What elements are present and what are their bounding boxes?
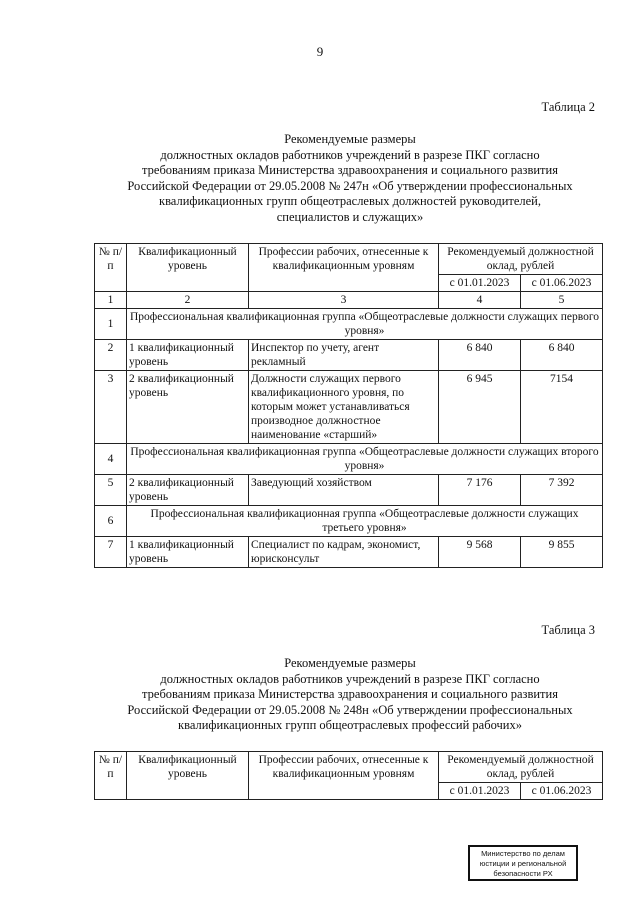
table2-heading-line: квалификационных групп общеотраслевых должностей руководителей, — [159, 194, 541, 209]
row-professions: Заведующий хозяйством — [249, 475, 439, 506]
header-date2: с 01.06.2023 — [521, 783, 603, 800]
col-number: 4 — [439, 292, 521, 309]
table3-heading-line: должностных окладов работников учреждений в разрезе ПКГ согласно — [160, 671, 540, 686]
table3-heading-line: Российской Федерации от 29.05.2008 № 248н «Об утверждении профессиональных — [127, 702, 573, 717]
table2-label: Таблица 2 — [541, 100, 595, 114]
col-number: 5 — [521, 292, 603, 309]
row-value-2023-06: 7154 — [521, 371, 603, 444]
row-value-2023-06: 6 840 — [521, 340, 603, 371]
header-salary: Рекомендуемый должностной оклад, рублей — [439, 752, 603, 783]
header-num: № п/п — [95, 752, 127, 800]
group-title: Профессиональная квалификационная группа «Общеотраслевые должности служащих второго уровня» — [127, 444, 603, 475]
group-title: Профессиональная квалификационная группа «Общеотраслевые должности служащих первого уровня» — [127, 309, 603, 340]
table3-label: Таблица 3 — [541, 623, 595, 637]
header-professions: Профессии рабочих, отнесенные к квалификационным уровням — [249, 752, 439, 800]
row-num: 2 — [95, 340, 127, 371]
row-num: 7 — [95, 537, 127, 568]
table2-heading — [70, 132, 630, 226]
table-row — [95, 371, 603, 444]
page-number: 9 — [316, 44, 324, 59]
row-level: 2 квалификационный уровень — [127, 371, 249, 444]
table3-heading-line: квалификационных групп общеотраслевых профессий рабочих» — [178, 718, 522, 733]
table2-heading-line: требованиям приказа Министерства здравоохранения и социального развития — [142, 163, 558, 178]
table-row-group — [95, 309, 603, 340]
row-value-2023-01: 6 840 — [439, 340, 521, 371]
table3-heading — [70, 656, 630, 734]
table2 — [94, 243, 603, 568]
table2-header-row — [95, 244, 603, 275]
row-value-2023-06: 7 392 — [521, 475, 603, 506]
row-value-2023-01: 9 568 — [439, 537, 521, 568]
table2-heading-line: должностных окладов работников учреждений в разрезе ПКГ согласно — [160, 147, 540, 162]
table3-heading-line: Рекомендуемые размеры — [284, 656, 416, 670]
row-num: 5 — [95, 475, 127, 506]
row-professions: Должности служащих первого квалификационного уровня, по которым может устанавливаться производное должностное наименование «старший» — [249, 371, 439, 444]
table2-heading-line: Российской Федерации от 29.05.2008 № 247н «Об утверждении профессиональных — [127, 178, 573, 193]
row-num: 1 — [95, 309, 127, 340]
table-row — [95, 537, 603, 568]
group-title: Профессиональная квалификационная группа «Общеотраслевые должности служащих третьего уровня» — [127, 506, 603, 537]
row-num: 6 — [95, 506, 127, 537]
row-num: 3 — [95, 371, 127, 444]
header-date2: с 01.06.2023 — [521, 275, 603, 292]
header-num: № п/п — [95, 244, 127, 292]
header-date1: с 01.01.2023 — [439, 275, 521, 292]
row-professions: Инспектор по учету, агент рекламный — [249, 340, 439, 371]
table2-colnum-row — [95, 292, 603, 309]
col-number: 1 — [95, 292, 127, 309]
ministry-stamp — [468, 845, 578, 881]
row-level: 1 квалификационный уровень — [127, 537, 249, 568]
table3-header-row — [95, 752, 603, 783]
col-number: 2 — [127, 292, 249, 309]
row-value-2023-06: 9 855 — [521, 537, 603, 568]
row-professions: Специалист по кадрам, экономист, юрисконсульт — [249, 537, 439, 568]
row-value-2023-01: 7 176 — [439, 475, 521, 506]
table-row — [95, 340, 603, 371]
table3-heading-line: требованиям приказа Министерства здравоохранения и социального развития — [142, 687, 558, 702]
table2-heading-line: специалистов и служащих» — [276, 209, 424, 224]
row-level: 2 квалификационный уровень — [127, 475, 249, 506]
table3 — [94, 751, 603, 800]
table-row-group — [95, 506, 603, 537]
stamp-line: безопасности РХ — [493, 869, 553, 878]
header-level: Квалификационный уровень — [127, 752, 249, 800]
table-row — [95, 475, 603, 506]
row-num: 4 — [95, 444, 127, 475]
stamp-line: Министерство по делам — [481, 849, 565, 858]
row-level: 1 квалификационный уровень — [127, 340, 249, 371]
header-salary: Рекомендуемый должностной оклад, рублей — [439, 244, 603, 275]
table-row-group — [95, 444, 603, 475]
header-professions: Профессии рабочих, отнесенные к квалификационным уровням — [249, 244, 439, 292]
header-level: Квалификационный уровень — [127, 244, 249, 292]
header-date1: с 01.01.2023 — [439, 783, 521, 800]
col-number: 3 — [249, 292, 439, 309]
stamp-line: юстиции и региональной — [479, 859, 567, 868]
row-value-2023-01: 6 945 — [439, 371, 521, 444]
table2-heading-line: Рекомендуемые размеры — [284, 132, 416, 146]
